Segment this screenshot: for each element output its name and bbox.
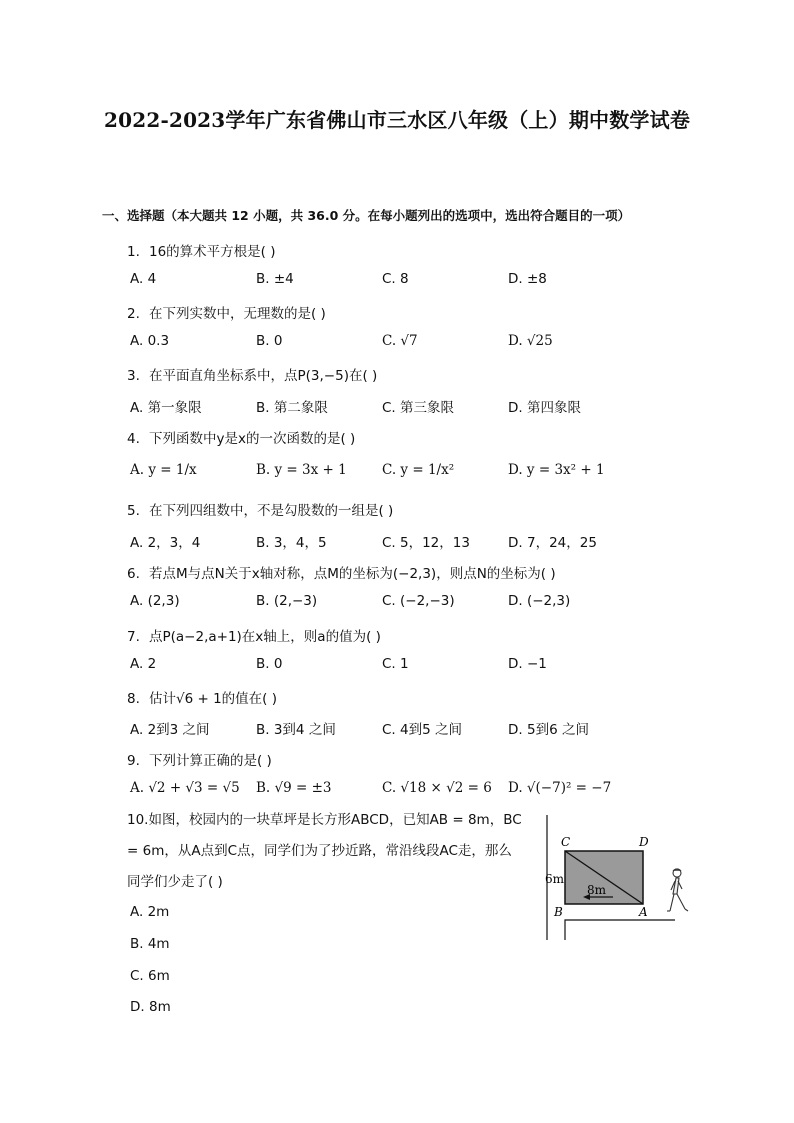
option-d: D. 5到6 之间	[508, 722, 589, 738]
option-c: C. 4到5 之间	[382, 722, 462, 738]
option-b: B. ±4	[256, 271, 294, 287]
question-4	[127, 427, 355, 447]
question-stem: 下列计算正确的是( )	[149, 753, 272, 769]
option-d: D. 7，24，25	[508, 535, 597, 551]
question-number: 8.	[127, 691, 140, 707]
label-c: C	[561, 835, 571, 849]
option-c: C. 6m	[130, 968, 170, 984]
option-c: C. 1	[382, 656, 409, 672]
question-number: 3.	[127, 368, 140, 384]
label-d: D	[639, 835, 649, 849]
option-d: D. 8m	[130, 999, 171, 1015]
option-c: C. y = 1/x²	[382, 462, 455, 478]
question-number: 2.	[127, 306, 140, 322]
walking-person-icon	[667, 869, 688, 911]
question-6	[127, 562, 556, 582]
option-b: B. √9 = ±3	[256, 780, 332, 796]
question-stem: 在下列实数中，无理数的是( )	[149, 306, 326, 322]
option-c: C. √7	[382, 333, 418, 349]
question-number: 5.	[127, 503, 140, 519]
question-8	[127, 687, 277, 707]
question-number: 7.	[127, 629, 140, 645]
option-d: D. y = 3x² + 1	[508, 462, 605, 478]
option-b: B. 3到4 之间	[256, 722, 336, 738]
question-stem: 点P(a−2,a+1)在x轴上，则a的值为( )	[149, 629, 381, 645]
option-c: C. 第三象限	[382, 400, 455, 416]
page-title: 2022-2023学年广东省佛山市三水区八年级（上）期中数学试卷	[103, 108, 691, 132]
question-number: 4.	[127, 431, 140, 447]
question-2	[127, 302, 326, 322]
label-b: B	[554, 905, 563, 919]
question-stem-line-3: 同学们少走了( )	[127, 874, 223, 890]
option-b: B. 3，4，5	[256, 535, 327, 551]
option-a: A. y = 1/x	[130, 462, 197, 478]
question-stem-line-1: 如图，校园内的一块草坪是长方形ABCD，已知AB = 8m，BC	[148, 812, 522, 828]
section-heading: 一、选择题（本大题共 12 小题，共 36.0 分。在每小题列出的选项中，选出符合题目的一项）	[102, 208, 631, 223]
lawn-figure	[535, 810, 700, 945]
option-b: B. 第二象限	[256, 400, 328, 416]
question-stem: 估计√6 + 1的值在( )	[149, 691, 277, 707]
option-a: A. √2 + √3 = √5	[130, 780, 240, 796]
question-stem: 在下列四组数中，不是勾股数的一组是( )	[149, 503, 394, 519]
option-d: D. √(−7)² = −7	[508, 780, 612, 796]
question-stem-line-2: = 6m，从A点到C点，同学们为了抄近路，常沿线段AC走，那么	[127, 843, 512, 859]
question-stem: 下列函数中y是x的一次函数的是( )	[149, 431, 356, 447]
question-9	[127, 749, 272, 769]
option-d: D. −1	[508, 656, 547, 672]
option-b: B. (2,−3)	[256, 593, 318, 609]
question-number: 1.	[127, 244, 140, 260]
option-a: A. (2,3)	[130, 593, 180, 609]
label-a: A	[639, 905, 648, 919]
option-a: A. 2m	[130, 904, 170, 920]
option-d: D. (−2,3)	[508, 593, 571, 609]
option-a: A. 2到3 之间	[130, 722, 210, 738]
question-stem: 若点M与点N关于x轴对称，点M的坐标为(−2,3)，则点N的坐标为( )	[149, 566, 556, 582]
question-1	[127, 240, 276, 260]
question-3	[127, 364, 377, 384]
option-c: C. √18 × √2 = 6	[382, 780, 492, 796]
option-b: B. 0	[256, 333, 283, 349]
question-5	[127, 499, 393, 519]
question-number: 6.	[127, 566, 140, 582]
option-b: B. y = 3x + 1	[256, 462, 347, 478]
option-c: C. (−2,−3)	[382, 593, 455, 609]
option-d: D. √25	[508, 333, 553, 349]
option-d: D. 第四象限	[508, 400, 581, 416]
question-stem: 在平面直角坐标系中，点P(3,−5)在( )	[149, 368, 378, 384]
option-a: A. 第一象限	[130, 400, 202, 416]
question-number: 10.	[127, 812, 149, 828]
boundary-line-bottom	[565, 920, 675, 940]
option-d: D. ±8	[508, 271, 547, 287]
label-side-bc: 6m	[545, 872, 565, 886]
option-c: C. 8	[382, 271, 409, 287]
question-7	[127, 625, 381, 645]
option-b: B. 4m	[130, 936, 170, 952]
option-c: C. 5，12，13	[382, 535, 470, 551]
option-a: A. 4	[130, 271, 157, 287]
option-b: B. 0	[256, 656, 283, 672]
option-a: A. 2，3，4	[130, 535, 201, 551]
label-side-ab: 8m	[587, 883, 607, 897]
question-number: 9.	[127, 753, 140, 769]
question-stem: 16的算术平方根是( )	[149, 244, 276, 260]
option-a: A. 0.3	[130, 333, 170, 349]
option-a: A. 2	[130, 656, 157, 672]
question-10	[127, 805, 527, 898]
